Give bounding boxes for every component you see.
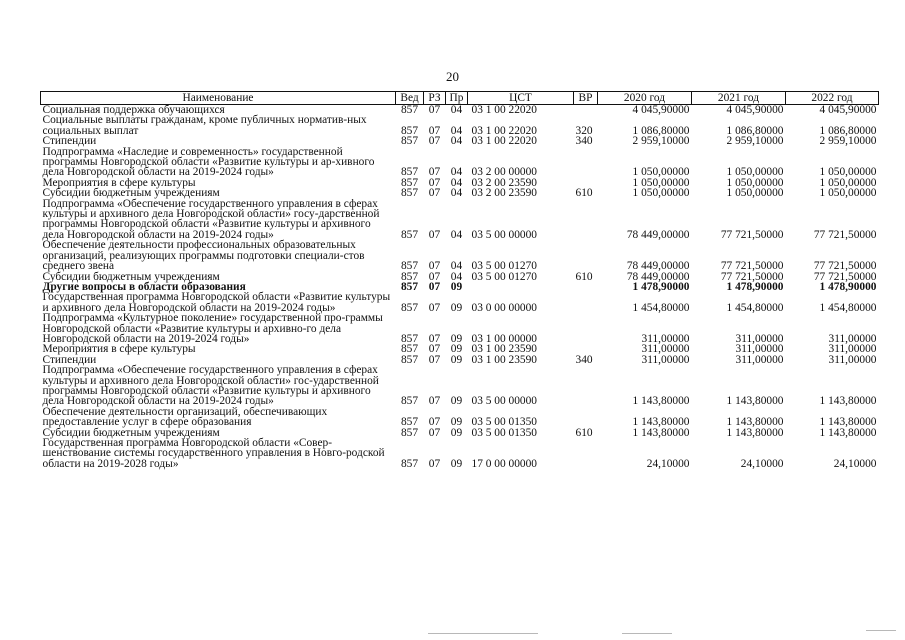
cell-ved: 857 xyxy=(400,332,419,345)
cell-2020: 1 050,00000 xyxy=(632,166,690,179)
cell-2022: 1 143,80000 xyxy=(819,426,877,439)
cell-cst: 03 5 00 00000 xyxy=(471,395,537,408)
cell-2021: 311,00000 xyxy=(735,343,784,356)
table-row xyxy=(41,115,879,136)
cell-pr: 04 xyxy=(450,124,463,137)
cell-2022: 1 143,80000 xyxy=(819,395,877,408)
cell-name: Подпрограмма «Наследие и современность» государственной программы Новгородской области «Развитие культуры и ар-хивного дела Новгородской области на 2019-2024 годы» xyxy=(42,145,375,179)
cell-vr xyxy=(574,407,598,428)
cell-cst: 03 5 00 00000 xyxy=(471,228,537,241)
cell-2020: 4 045,90000 xyxy=(632,104,690,116)
cell-ved: 857 xyxy=(400,416,419,429)
cell-cst: 03 1 00 00000 xyxy=(471,332,537,345)
cell-pr: 09 xyxy=(450,332,463,345)
cell-rz: 07 xyxy=(428,332,441,345)
cell-name: Социальные выплаты гражданам, кроме публичных норматив-ных социальных выплат xyxy=(42,114,367,137)
cell-pr: 09 xyxy=(450,416,463,429)
cell-vr: 320 xyxy=(575,124,593,137)
cell-name: Государственная программа Новгородской области «Совер-шенствование системы государственного управления в Новго-родской области на 2019-2028 годы» xyxy=(42,437,385,470)
cell-cst: 03 2 00 23590 xyxy=(471,176,537,189)
cell-2020: 2 959,10000 xyxy=(632,135,690,148)
cell-name: Мероприятия в сфере культуры xyxy=(42,176,196,189)
cell-2020: 311,00000 xyxy=(641,343,690,356)
cell-ved: 857 xyxy=(400,280,419,293)
cell-2020: 24,10000 xyxy=(646,457,690,470)
cell-2021: 1 050,00000 xyxy=(726,176,784,189)
cell-ved: 857 xyxy=(400,260,419,273)
cell-name: Стипендии xyxy=(42,135,97,148)
cell-2021: 1 143,80000 xyxy=(726,395,784,408)
cell-vr xyxy=(574,240,598,271)
cell-ved: 857 xyxy=(400,187,419,200)
cell-pr: 04 xyxy=(450,228,463,241)
cell-ved: 857 xyxy=(400,395,419,408)
table-body xyxy=(41,105,879,470)
cell-2021: 1 050,00000 xyxy=(726,187,784,200)
cell-2022: 77 721,50000 xyxy=(813,228,877,241)
cell-rz: 07 xyxy=(428,260,441,273)
cell-2020: 78 449,00000 xyxy=(626,228,690,241)
cell-vr xyxy=(574,292,598,313)
cell-name: Подпрограмма «Обеспечение государственного управления в сферах культуры и архивного дела Новгородской области» госу-дарственной программы Новгородской области «Развитие культуры и архивного дела Новгородской области на 2019-2024 годы» xyxy=(42,197,380,241)
cell-vr: 610 xyxy=(575,270,593,283)
cell-2021: 1 050,00000 xyxy=(726,166,784,179)
cell-name: Обеспечение деятельности профессиональных образовательных организаций, реализующих программы подготовки специали-стов среднего звена xyxy=(42,239,365,273)
cell-vr xyxy=(574,199,598,241)
header-ved: Вед xyxy=(396,92,424,105)
cell-vr xyxy=(574,313,598,344)
cell-ved: 857 xyxy=(400,135,419,148)
cell-2020: 1 143,80000 xyxy=(632,426,690,439)
cell-rz: 07 xyxy=(428,416,441,429)
cell-cst: 03 5 00 01350 xyxy=(471,426,537,439)
cell-2022: 1 454,80000 xyxy=(819,301,877,314)
cell-2020: 1 478,90000 xyxy=(632,280,690,293)
cell-2021: 1 086,80000 xyxy=(726,124,784,137)
cell-2020: 78 449,00000 xyxy=(626,270,690,283)
header-rz: РЗ xyxy=(424,92,446,105)
cell-cst: 03 1 00 23590 xyxy=(471,343,537,356)
cell-2022: 311,00000 xyxy=(828,343,877,356)
cell-pr: 09 xyxy=(450,426,463,439)
cell-cst: 03 1 00 22020 xyxy=(471,135,537,148)
cell-2020: 1 143,80000 xyxy=(632,416,690,429)
cell-ved: 857 xyxy=(400,124,419,137)
header-cst: ЦСТ xyxy=(468,92,574,105)
cell-name: Другие вопросы в области образования xyxy=(42,280,246,293)
cell-vr: 610 xyxy=(575,426,593,439)
cell-2021: 77 721,50000 xyxy=(720,260,784,273)
cell-cst: 03 2 00 23590 xyxy=(471,187,537,200)
cell-cst: 03 1 00 23590 xyxy=(471,353,537,366)
cell-rz: 07 xyxy=(428,353,441,366)
cell-rz: 07 xyxy=(428,426,441,439)
cell-2021: 311,00000 xyxy=(735,353,784,366)
cell-2022: 1 143,80000 xyxy=(819,416,877,429)
cell-2020: 1 143,80000 xyxy=(632,395,690,408)
cell-2020: 78 449,00000 xyxy=(626,260,690,273)
cell-rz: 07 xyxy=(428,135,441,148)
cell-vr: 610 xyxy=(575,187,593,200)
cell-2022: 24,10000 xyxy=(833,457,877,470)
cell-pr: 04 xyxy=(450,260,463,273)
header-2021: 2021 год xyxy=(692,92,786,105)
cell-2022: 4 045,90000 xyxy=(819,104,877,116)
cell-2020: 311,00000 xyxy=(641,353,690,366)
cell-vr xyxy=(574,365,598,407)
cell-name: Государственная программа Новгородской области «Развитие культуры и архивного дела Новгородской области на 2019-2024 годы» xyxy=(42,291,391,314)
cell-name: Обеспечение деятельности организаций, обеспечивающих предоставление услуг в сфере образования xyxy=(42,405,328,429)
cell-pr: 04 xyxy=(450,135,463,148)
cell-cst: 03 1 00 22020 xyxy=(471,124,537,137)
cell-cst: 03 5 00 01350 xyxy=(471,416,537,429)
cell-rz: 07 xyxy=(428,270,441,283)
cell-vr: 340 xyxy=(575,353,593,366)
cell-ved: 857 xyxy=(400,457,419,470)
cell-pr: 09 xyxy=(450,343,463,356)
cell-vr xyxy=(574,438,598,469)
cell-cst: 03 5 00 01270 xyxy=(471,260,537,273)
header-pr: Пр xyxy=(446,92,468,105)
cell-2020: 1 050,00000 xyxy=(632,187,690,200)
cell-2021: 24,10000 xyxy=(740,457,784,470)
cell-ved: 857 xyxy=(400,353,419,366)
cell-pr: 04 xyxy=(450,104,463,116)
cell-2022: 77 721,50000 xyxy=(813,270,877,283)
cell-name: Субсидии бюджетным учреждениям xyxy=(42,270,220,283)
cell-pr: 04 xyxy=(450,270,463,283)
cell-rz: 07 xyxy=(428,228,441,241)
cell-pr: 09 xyxy=(450,353,463,366)
cell-rz: 07 xyxy=(428,166,441,179)
cell-2021: 4 045,90000 xyxy=(726,104,784,116)
cell-2021: 311,00000 xyxy=(735,332,784,345)
cell-2020: 1 454,80000 xyxy=(632,301,690,314)
cell-2022: 1 050,00000 xyxy=(819,176,877,189)
cell-vr xyxy=(574,147,598,178)
cell-2022: 311,00000 xyxy=(828,332,877,345)
cell-vr xyxy=(574,282,598,292)
table-row xyxy=(41,313,879,344)
scan-artifact xyxy=(866,630,896,631)
header-2022: 2022 год xyxy=(786,92,879,105)
cell-2022: 1 050,00000 xyxy=(819,166,877,179)
cell-rz: 07 xyxy=(428,280,441,293)
table-header-row xyxy=(41,92,879,105)
scan-artifact xyxy=(428,633,538,634)
cell-vr xyxy=(574,105,598,116)
table-row xyxy=(41,438,879,469)
cell-2022: 1 050,00000 xyxy=(819,187,877,200)
cell-pr: 09 xyxy=(450,301,463,314)
cell-2020: 311,00000 xyxy=(641,332,690,345)
cell-name: Подпрограмма «Обеспечение государственного управления в сферах культуры и архивного дела Новгородской области» гос-ударственной программы Новгородской области «Развитие культуры и архивного дела Новгородской области на 2019-2024 годы» xyxy=(42,364,379,408)
cell-ved: 857 xyxy=(400,166,419,179)
cell-2021: 77 721,50000 xyxy=(720,270,784,283)
cell-name: Стипендии xyxy=(42,353,97,366)
scan-artifact xyxy=(622,633,672,634)
cell-2021: 77 721,50000 xyxy=(720,228,784,241)
cell-2021: 1 143,80000 xyxy=(726,426,784,439)
cell-2021: 2 959,10000 xyxy=(726,135,784,148)
cell-name: Субсидии бюджетным учреждениям xyxy=(42,426,220,439)
cell-ved: 857 xyxy=(400,270,419,283)
cell-cst xyxy=(468,282,574,292)
table-row xyxy=(41,147,879,178)
cell-pr: 04 xyxy=(450,166,463,179)
cell-pr: 04 xyxy=(450,187,463,200)
header-name: Наименование xyxy=(41,92,396,105)
page-number: 20 xyxy=(446,69,459,84)
cell-cst: 03 1 00 22020 xyxy=(471,104,537,116)
cell-ved: 857 xyxy=(400,228,419,241)
table-row xyxy=(41,199,879,241)
cell-2021: 1 143,80000 xyxy=(726,416,784,429)
cell-rz: 07 xyxy=(428,457,441,470)
cell-name: Субсидии бюджетным учреждениям xyxy=(42,187,220,200)
cell-name: Подпрограмма «Культурное поколение» государственной про-граммы Новгородской области «Развитие культуры и архивно-го дела Новгородской области на 2019-2024 годы» xyxy=(42,312,383,345)
cell-pr: 09 xyxy=(450,395,463,408)
cell-2022: 1 086,80000 xyxy=(819,124,877,137)
cell-ved: 857 xyxy=(400,343,419,356)
cell-2022: 1 478,90000 xyxy=(819,280,877,293)
cell-vr: 340 xyxy=(575,135,593,148)
cell-2022: 311,00000 xyxy=(828,353,877,366)
cell-cst: 03 5 00 01270 xyxy=(471,270,537,283)
cell-ved: 857 xyxy=(400,104,419,116)
cell-ved: 857 xyxy=(400,301,419,314)
budget-table xyxy=(40,91,879,469)
table-row xyxy=(41,365,879,407)
cell-cst: 03 0 00 00000 xyxy=(471,301,537,314)
cell-2020: 1 086,80000 xyxy=(632,124,690,137)
cell-cst: 03 2 00 00000 xyxy=(471,166,537,179)
table-row xyxy=(41,407,879,428)
cell-rz: 07 xyxy=(428,176,441,189)
cell-rz: 07 xyxy=(428,124,441,137)
cell-2022: 2 959,10000 xyxy=(819,135,877,148)
table-row xyxy=(41,292,879,313)
cell-rz: 07 xyxy=(428,343,441,356)
cell-rz: 07 xyxy=(428,104,441,116)
cell-pr: 04 xyxy=(450,176,463,189)
cell-2021: 1 478,90000 xyxy=(726,280,784,293)
cell-ved: 857 xyxy=(400,176,419,189)
cell-name: Социальная поддержка обучающихся xyxy=(42,104,225,116)
header-2020: 2020 год xyxy=(598,92,692,105)
cell-pr: 09 xyxy=(450,457,463,470)
cell-cst: 17 0 00 00000 xyxy=(471,457,537,470)
cell-rz: 07 xyxy=(428,301,441,314)
cell-rz: 07 xyxy=(428,187,441,200)
header-vr: ВР xyxy=(574,92,598,105)
cell-ved: 857 xyxy=(400,426,419,439)
cell-pr: 09 xyxy=(450,280,463,293)
cell-2022: 77 721,50000 xyxy=(813,260,877,273)
cell-name: Мероприятия в сфере культуры xyxy=(42,343,196,356)
table-row xyxy=(41,240,879,271)
cell-2021: 1 454,80000 xyxy=(726,301,784,314)
cell-2020: 1 050,00000 xyxy=(632,176,690,189)
cell-rz: 07 xyxy=(428,395,441,408)
